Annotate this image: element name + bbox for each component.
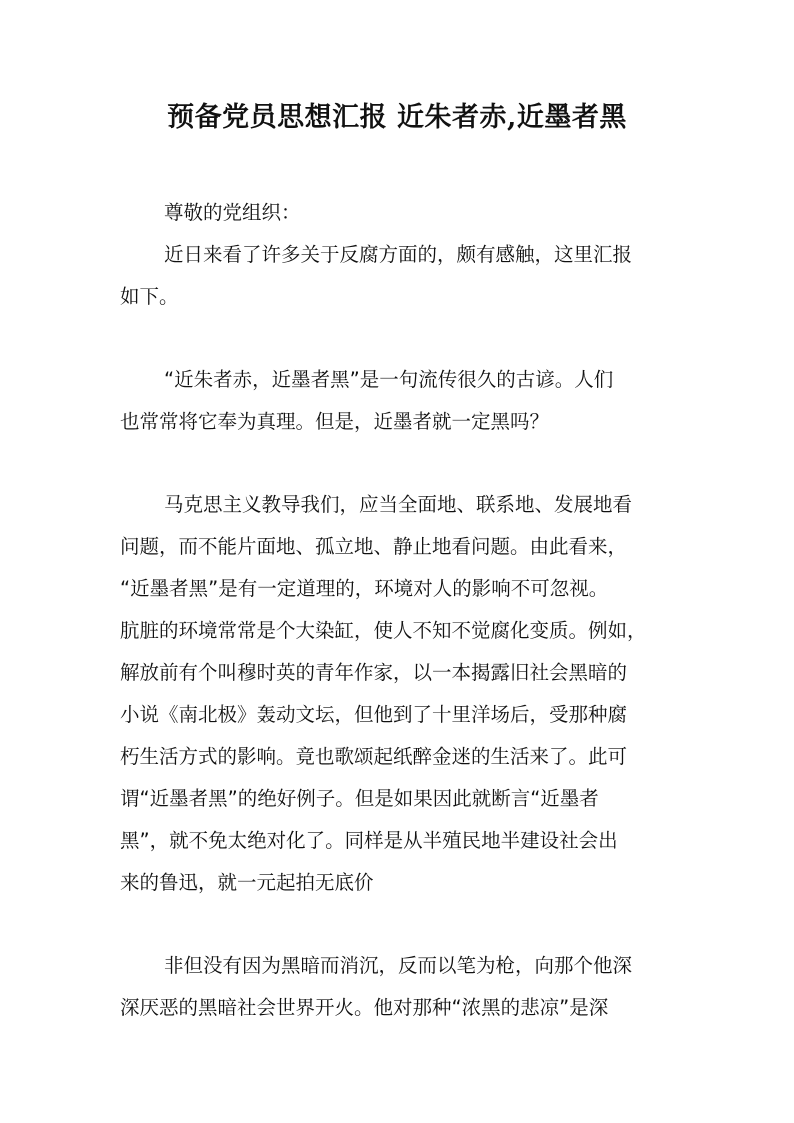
paragraph-3-line-5: 解放前有个叫穆时英的青年作家，以一本揭露旧社会黑暗的 bbox=[120, 661, 628, 684]
paragraph-1-line-2: 如下。 bbox=[120, 285, 179, 308]
paragraph-3-line-6: 小说《南北极》轰动文坛，但他到了十里洋场后，受那种腐 bbox=[120, 703, 628, 726]
paragraph-2-line-2: 也常常将它奉为真理。但是，近墨者就一定黑吗？ bbox=[120, 410, 550, 433]
paragraph-2-line-1: “近朱者赤，近墨者黑”是一句流传很久的古谚。人们 bbox=[164, 368, 614, 391]
paragraph-1-line-1: 近日来看了许多关于反腐方面的，颇有感触，这里汇报 bbox=[164, 243, 633, 266]
paragraph-3-line-10: 来的鲁迅，就一元起拍无底价 bbox=[120, 871, 374, 894]
paragraph-4-line-1: 非但没有因为黑暗而消沉，反而以笔为枪，向那个他深 bbox=[164, 954, 633, 977]
document-title: 预备党员思想汇报 近朱者赤,近墨者黑 bbox=[167, 102, 627, 133]
salutation: 尊敬的党组织： bbox=[164, 201, 301, 224]
paragraph-3-line-7: 朽生活方式的影响。竟也歌颂起纸醉金迷的生活来了。此可 bbox=[120, 745, 628, 768]
paragraph-3-line-9: 黑”，就不免太绝对化了。同样是从半殖民地半建设社会出 bbox=[120, 829, 618, 852]
paragraph-3-line-4: 肮脏的环境常常是个大染缸，使人不知不觉腐化变质。例如， bbox=[120, 619, 647, 642]
paragraph-3-line-1: 马克思主义教导我们，应当全面地、联系地、发展地看 bbox=[164, 493, 633, 516]
paragraph-3-line-2: 问题，而不能片面地、孤立地、静止地看问题。由此看来， bbox=[120, 535, 628, 558]
paragraph-4-line-2: 深厌恶的黑暗社会世界开火。他对那种“浓黑的悲凉”是深 bbox=[120, 996, 609, 1019]
paragraph-3-line-8: 谓“近墨者黑”的绝好例子。但是如果因此就断言“近墨者 bbox=[120, 787, 599, 810]
paragraph-3-line-3: “近墨者黑”是有一定道理的，环境对人的影响不可忽视。 bbox=[120, 577, 609, 600]
